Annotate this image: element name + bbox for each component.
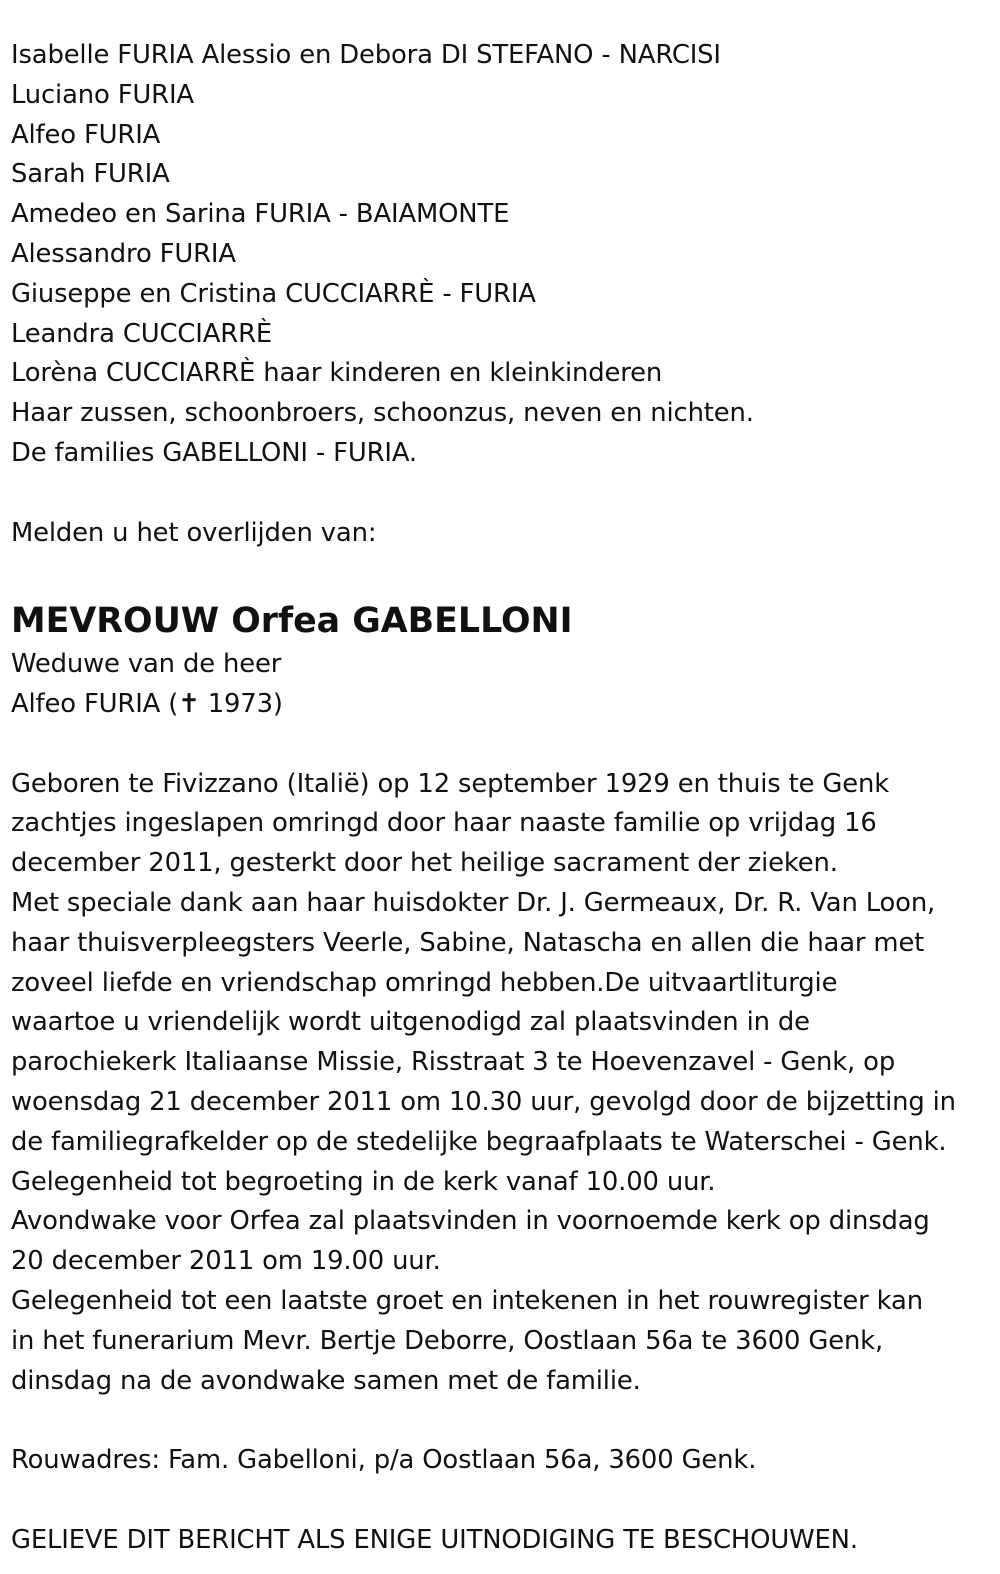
family-line: Luciano FURIA bbox=[11, 79, 194, 110]
body-line: Gelegenheid tot een laatste groet en intekenen in het rouwregister kan bbox=[11, 1285, 923, 1316]
spouse-text: Alfeo FURIA (✝ 1973) bbox=[11, 688, 283, 719]
body-line: de familiegrafkelder op de stedelijke begraafplaats te Waterschei - Genk. bbox=[11, 1126, 947, 1157]
spacer bbox=[11, 474, 1000, 514]
widow-of-text: Weduwe van de heer bbox=[11, 649, 282, 680]
spacer bbox=[11, 1401, 1000, 1441]
announcement-text: Melden u het overlijden van: bbox=[11, 517, 377, 548]
family-line: Isabelle FURIA Alessio en Debora DI STEFANO - NARCISI bbox=[11, 40, 721, 70]
family-line: Amedeo en Sarina FURIA - BAIAMONTE bbox=[11, 199, 510, 230]
body-line: Met speciale dank aan haar huisdokter Dr. J. Germeaux, Dr. R. Van Loon, bbox=[11, 887, 936, 918]
body-line: december 2011, gesterkt door het heilige sacrament der zieken. bbox=[11, 848, 838, 879]
body-line: in het funerarium Mevr. Bertje Deborre, Oostlaan 56a te 3600 Genk, bbox=[11, 1325, 884, 1356]
body-line: waartoe u vriendelijk wordt uitgenodigd zal plaatsvinden in de bbox=[11, 1007, 810, 1038]
body-line: haar thuisverpleegsters Veerle, Sabine, Natascha en allen die haar met bbox=[11, 927, 925, 958]
mourning-address: Rouwadres: Fam. Gabelloni, p/a Oostlaan 56a, 3600 Genk. bbox=[11, 1445, 757, 1476]
body-line: Avondwake voor Orfea zal plaatsvinden in voornoemde kerk op dinsdag bbox=[11, 1206, 930, 1237]
family-line: Lorèna CUCCIARRÈ haar kinderen en kleinkinderen bbox=[11, 358, 663, 389]
family-line: Haar zussen, schoonbroers, schoonzus, neven en nichten. bbox=[11, 398, 754, 429]
body-line: Gelegenheid tot begroeting in de kerk vanaf 10.00 uur. bbox=[11, 1166, 716, 1197]
body-line: woensdag 21 december 2011 om 10.30 uur, gevolgd door de bijzetting in bbox=[11, 1086, 956, 1117]
family-line: Giuseppe en Cristina CUCCIARRÈ - FURIA bbox=[11, 278, 536, 309]
spacer bbox=[11, 553, 1000, 593]
family-line: Alfeo FURIA bbox=[11, 119, 161, 150]
spacer bbox=[11, 725, 1000, 765]
family-line: Sarah FURIA bbox=[11, 159, 170, 190]
body-line: dinsdag na de avondwake samen met de familie. bbox=[11, 1365, 641, 1396]
family-line: Leandra CUCCIARRÈ bbox=[11, 318, 273, 349]
deceased-name: MEVROUW Orfea GABELLONI bbox=[11, 601, 573, 642]
family-line: De families GABELLONI - FURIA. bbox=[11, 437, 417, 468]
obituary-body bbox=[11, 765, 1000, 1402]
body-line: zoveel liefde en vriendschap omringd hebben.De uitvaartliturgie bbox=[11, 967, 838, 998]
closing-notice: GELIEVE DIT BERICHT ALS ENIGE UITNODIGING TE BESCHOUWEN. bbox=[11, 1524, 858, 1555]
body-line: 20 december 2011 om 19.00 uur. bbox=[11, 1246, 441, 1277]
family-list bbox=[11, 36, 1000, 474]
body-line: parochiekerk Italiaanse Missie, Risstraat 3 te Hoevenzavel - Genk, op bbox=[11, 1047, 896, 1078]
spacer bbox=[11, 1481, 1000, 1521]
body-line: Geboren te Fivizzano (Italië) op 12 september 1929 en thuis te Genk bbox=[11, 768, 890, 799]
body-line: zachtjes ingeslapen omringd door haar naaste familie op vrijdag 16 bbox=[11, 808, 877, 839]
family-line: Alessandro FURIA bbox=[11, 238, 236, 269]
